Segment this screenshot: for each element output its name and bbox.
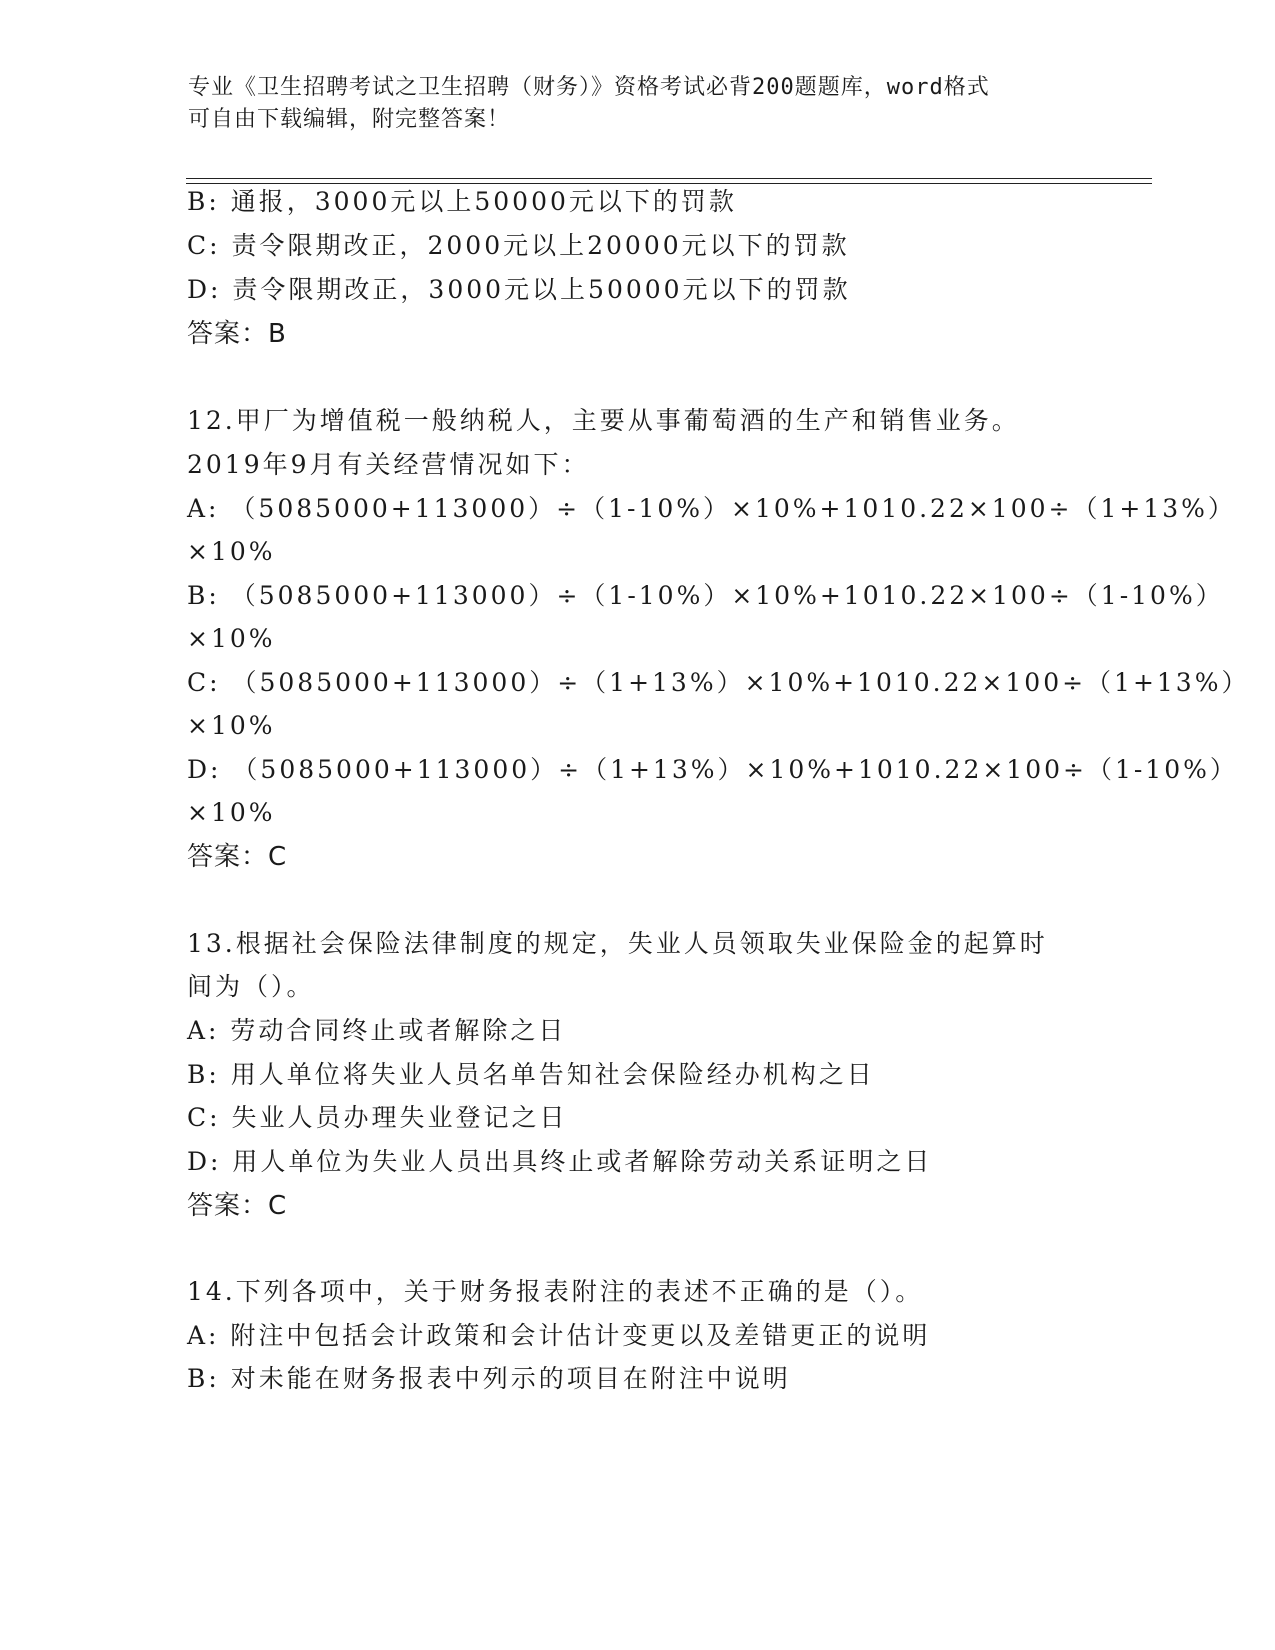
q11-option-c: C: 责令限期改正，2000元以上20000元以下的罚款 [187, 231, 850, 260]
q13-option-a: A: 劳动合同终止或者解除之日 [187, 1016, 567, 1045]
q13-option-d: D: 用人单位为失业人员出具终止或者解除劳动关系证明之日 [187, 1147, 933, 1176]
q12-option-d: D: （5085000+113000）÷（1+13%）×10%+1010.22×100÷（1-10%） [187, 755, 1238, 784]
q12-option-a: A: （5085000+113000）÷（1-10%）×10%+1010.22×100÷（1+13%） [187, 494, 1236, 523]
q12-option-b: B: （5085000+113000）÷（1-10%）×10%+1010.22×100÷（1-10%） [187, 581, 1224, 610]
q14-option-a: A: 附注中包括会计政策和会计估计变更以及差错更正的说明 [187, 1321, 931, 1350]
q13-stem-line-1: 13.根据社会保险法律制度的规定，失业人员领取失业保险金的起算时 [187, 929, 1048, 958]
q12-option-c: C: （5085000+113000）÷（1+13%）×10%+1010.22×100÷（1+13%） [187, 668, 1250, 697]
q11-option-b: B: 通报，3000元以上50000元以下的罚款 [187, 187, 737, 216]
q11-option-d: D: 责令限期改正，3000元以上50000元以下的罚款 [187, 275, 851, 304]
header-title-line-1: 专业《卫生招聘考试之卫生招聘（财务）》资格考试必背200题题库，word格式 [188, 75, 990, 100]
q13-option-c: C: 失业人员办理失业登记之日 [187, 1103, 568, 1132]
header-title-line-2: 可自由下载编辑，附完整答案！ [188, 107, 511, 132]
q12-stem-line-1: 12.甲厂为增值税一般纳税人，主要从事葡萄酒的生产和销售业务。 [187, 406, 1020, 435]
q12-option-c-cont: ×10% [187, 711, 276, 740]
q11-answer: 答案：B [187, 319, 287, 349]
header-divider-bottom [186, 183, 1152, 184]
q12-option-a-cont: ×10% [187, 537, 276, 566]
q12-answer: 答案：C [187, 842, 288, 872]
header-divider-top [186, 178, 1152, 179]
q13-stem-line-2: 间为（）。 [187, 972, 315, 1001]
q12-stem-line-2: 2019年9月有关经营情况如下： [187, 450, 590, 479]
q12-option-d-cont: ×10% [187, 798, 276, 827]
q13-answer: 答案：C [187, 1191, 288, 1221]
q13-option-b: B: 用人单位将失业人员名单告知社会保险经办机构之日 [187, 1060, 875, 1089]
document-header [188, 72, 1068, 136]
q12-option-b-cont: ×10% [187, 624, 276, 653]
q14-stem-line-1: 14.下列各项中，关于财务报表附注的表述不正确的是（）。 [187, 1277, 924, 1306]
q14-option-b: B: 对未能在财务报表中列示的项目在附注中说明 [187, 1364, 791, 1393]
